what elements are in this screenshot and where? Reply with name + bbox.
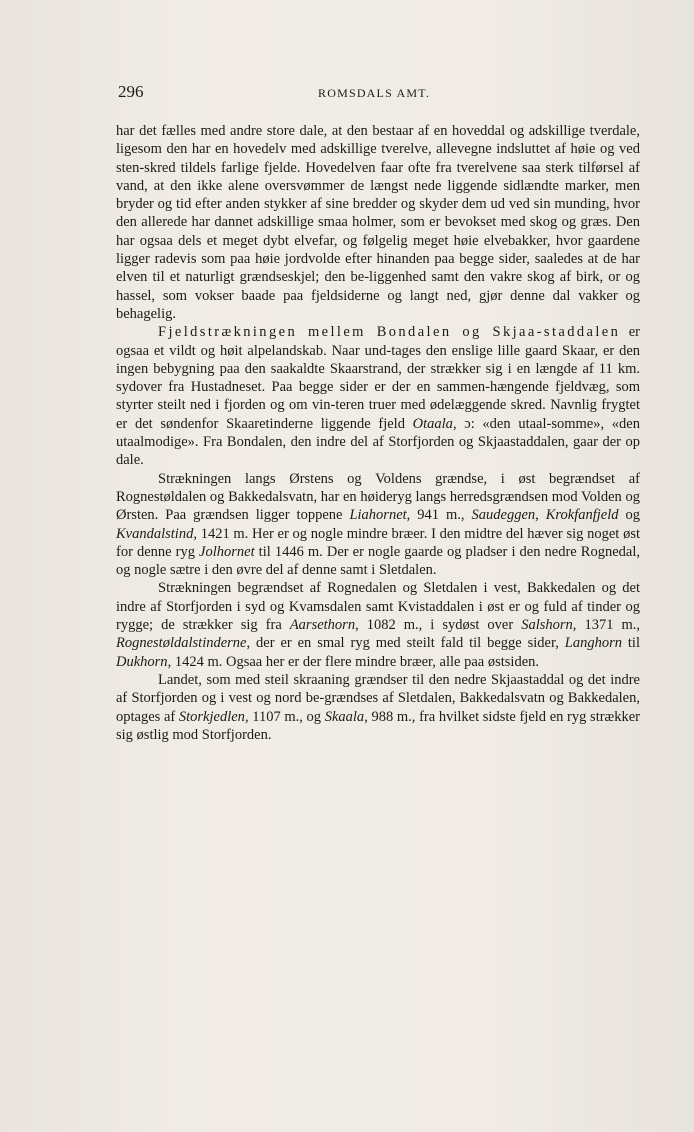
text-run: , 1424 m. Ogsaa her er der flere mindre bræer, alle paa østsiden. (167, 653, 540, 670)
text-run: , 1371 m., (572, 617, 640, 634)
italic-place-name: Saudeggen (471, 507, 536, 524)
text-run: , 988 m., fra hvilket sidste fjeld en ryg strækker sig østlig mod Storfjorden. (116, 708, 640, 743)
italic-place-name: Storkjedlen (178, 708, 245, 725)
text-run: Strækningen langs Ørstens og Voldens grændse, i øst begrændset af Rognestøldalen og Bakkedalsvatn, har en høideryg langs herredsgrændsen mod Volden og Ørsten. Paa grændsen ligger toppene (116, 470, 640, 524)
page-header (118, 82, 638, 106)
italic-place-name: Salshorn (521, 617, 573, 634)
italic-place-name: Kvandalstind (116, 525, 194, 542)
paragraph-p5 (116, 671, 640, 744)
text-run: og (618, 507, 640, 524)
paragraph-p1 (116, 122, 640, 323)
running-title: ROMSDALS AMT. (318, 86, 431, 100)
text-run: til (622, 635, 640, 652)
text-run: , (535, 507, 546, 524)
italic-place-name: Rognestøldalstinderne (116, 635, 247, 652)
page-number: 296 (118, 82, 144, 101)
text-run: Landet, som med steil skraaning grændser til den nedre Skjaastaddal og det indre af Storfjorden og i vest og nord be-grændses af Sletdalen, Bakkedalsvatn og Bakkedalen, optages af (116, 671, 640, 725)
italic-place-name: Aarsethorn (289, 617, 356, 634)
text-run: , ɔ: «den utaal-somme», «den utaalmodige». Fra Bondalen, den indre del af Storfjorden og Skjaastaddalen, gaar der op dale. (116, 415, 640, 469)
text-run: Strækningen begrændset af Rognedalen og Sletdalen i vest, Bakkedalen og det indre af Storfjorden i syd og Kvamsdalen samt Kvistaddalen i øst er og fuld af tinder og rygge; de strækker sig fra (116, 580, 640, 634)
italic-place-name: Otaala (412, 415, 453, 432)
body-text (116, 122, 640, 744)
paragraph-p3 (116, 470, 640, 580)
italic-place-name: Skaala (324, 708, 365, 725)
text-run: , der er en smal ryg med steilt fald til begge sider, (246, 635, 565, 652)
text-run: er ogsaa et vildt og høit alpelandskab. Naar und-tages den enslige lille gaard Skaar, er den ingen bebygning paa den saakaldte Skaarstrand, der strækker sig i en længde af 11 km. sydover fra Hustadneset. Paa begge sider er der en sammen-hængende fjeldvæg, som styrter steilt ned i fjorden og om vin-teren truer med ødelæggende skred. Navnlig frygtet er det søndenfor Skaaretinderne liggende fjeld (116, 324, 641, 432)
italic-place-name: Liahornet (349, 507, 407, 524)
spaced-heading-text: Fjeldstrækningen mellem Bondalen og Skjaa-staddalen (158, 324, 621, 341)
italic-place-name: Krokfanfjeld (545, 507, 619, 524)
italic-place-name: Jolhornet (199, 543, 255, 560)
text-run: , 1082 m., i sydøst over (355, 617, 522, 634)
text-run: , 1107 m., og (244, 708, 325, 725)
paragraph-p4 (116, 579, 640, 670)
italic-place-name: Langhorn (564, 635, 622, 652)
text-run: til 1446 m. Der er nogle gaarde og pladser i den nedre Rognedal, og nogle sætre i den øvre del af denne samt i Sletdalen. (116, 543, 640, 579)
text-run: har det fælles med andre store dale, at den bestaar af en hoveddal og adskillige tverdale, ligesom den har en hovedelv med adskillige tverelve, allevegne indsluttet af høie og ved sten-skred tildels farlige fjelde. Hovedelven faar ofte fra tverelvene saa sterk tilførsel af vand, at den ikke alene oversvømmer de længst nede liggende sidlændte marker, men bryder og tid efter anden stykker af sine bredder og skyder dem ud ved sin munding, hvor den allerede har dannet adskillige smaa holmer, som er bevokset med skog og græs. Den har ogsaa dels et meget dybt elvefar, og følgelig meget høie elvebakker, hvor gaardene ligger radevis som paa høie jordvolde efter hinanden paa begge sider, saaledes at de har elven til et naturligt grændseskjel; den be-liggenhed samt den vakre skog af birk, or og hassel, som vokser baade paa fjeldsiderne og langt ned, gjør denne dal vakker og behagelig. (116, 123, 640, 322)
text-run: , 1421 m. Her er og nogle mindre bræer. I den midtre del hæver sig noget øst for denne ryg (116, 525, 640, 560)
paragraph-p2 (116, 323, 640, 469)
italic-place-name: Dukhorn (116, 653, 168, 670)
text-run: , 941 m., (406, 507, 472, 524)
